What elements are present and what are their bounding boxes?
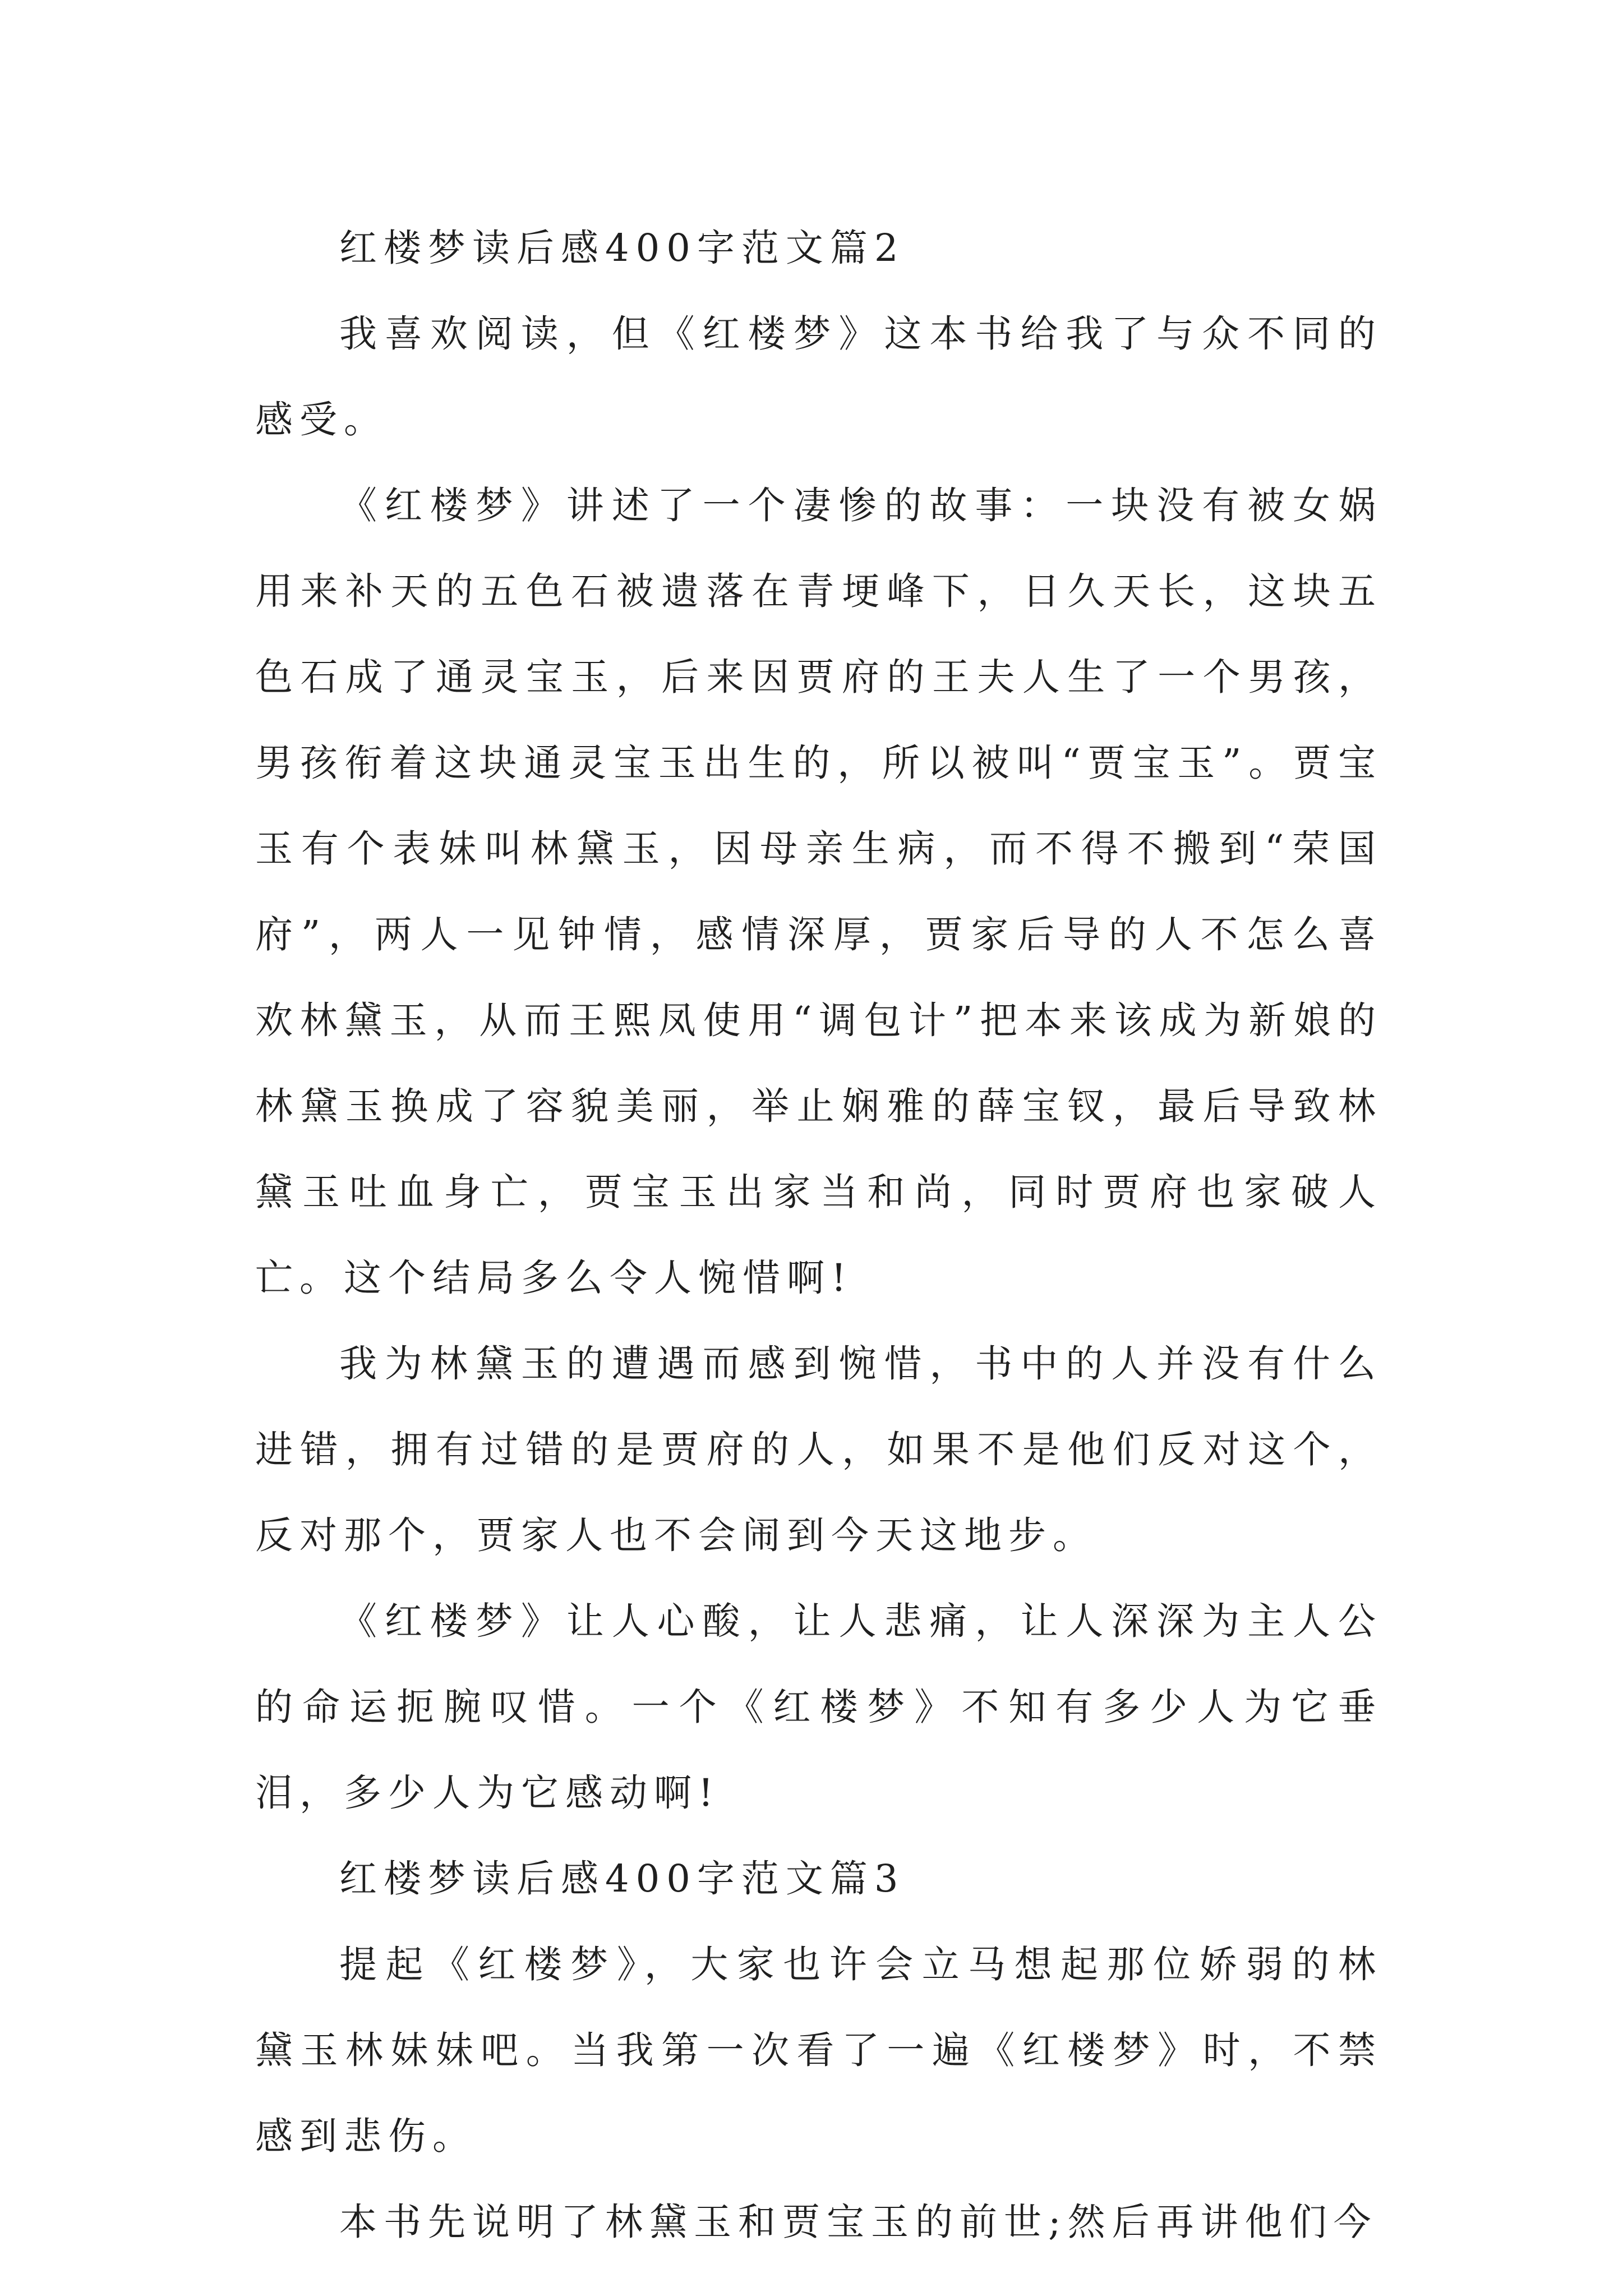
section-heading: 红楼梦读后感400字范文篇2: [339, 226, 905, 270]
paragraph: 《红楼梦》让人心酸，让人悲痛，让人深深为主人公的命运扼腕叹惜。一个《红楼梦》不知有多少人为它垂泪，多少人为它感动啊!: [255, 1599, 1382, 1815]
paragraph: 我喜欢阅读，但《红楼梦》这本书给我了与众不同的感受。: [255, 312, 1382, 441]
section-heading: 红楼梦读后感400字范文篇3: [339, 1857, 905, 1901]
paragraph: 提起《红楼梦》，大家也许会立马想起那位娇弱的林黛玉林妹妹吧。当我第一次看了一遍《红楼梦》时，不禁感到悲伤。: [255, 1943, 1382, 2158]
document-body: [255, 205, 1382, 2265]
paragraph: 我为林黛玉的遭遇而感到惋惜，书中的人并没有什么进错，拥有过错的是贾府的人，如果不是他们反对这个，反对那个，贾家人也不会闹到今天这地步。: [255, 1342, 1382, 1557]
paragraph: 《红楼梦》讲述了一个凄惨的故事：一块没有被女娲用来补天的五色石被遗落在青埂峰下，日久天长，这块五色石成了通灵宝玉，后来因贾府的王夫人生了一个男孩，男孩衔着这块通灵宝玉出生的，所以被叫“贾宝玉”。贾宝玉有个表妹叫林黛玉，因母亲生病，而不得不搬到“荣国府”，两人一见钟情，感情深厚，贾家后导的人不怎么喜欢林黛玉，从而王熙凤使用“调包计”把本来该成为新娘的林黛玉换成了容貌美丽，举止娴雅的薛宝钗，最后导致林黛玉吐血身亡，贾宝玉出家当和尚，同时贾府也家破人亡。这个结局多么令人惋惜啊!: [255, 484, 1382, 1300]
paragraph: 本书先说明了林黛玉和贾宝玉的前世;然后再讲他们今: [339, 2200, 1378, 2244]
